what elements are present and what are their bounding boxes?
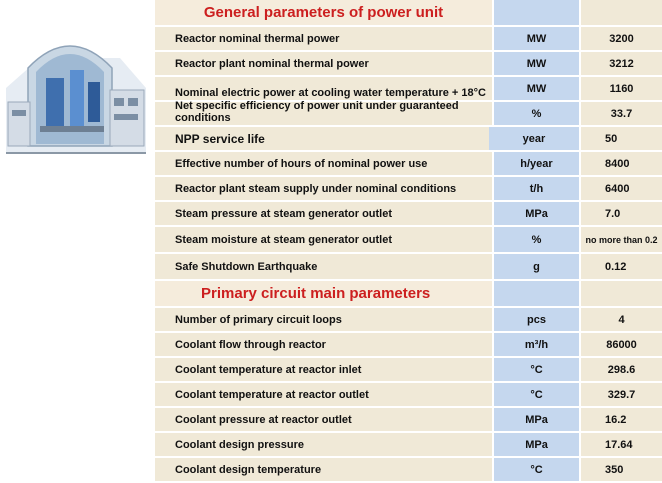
table-row: Coolant design temperature °C 350 <box>155 458 662 481</box>
table-row: Reactor plant steam supply under nominal conditions t/h 6400 <box>155 177 662 200</box>
table-row: Coolant temperature at reactor inlet °C 298.6 <box>155 358 662 381</box>
table-row: Reactor plant nominal thermal power MW 3212 <box>155 52 662 75</box>
section-title: General parameters of power unit <box>155 0 492 25</box>
table-row: Reactor nominal thermal power MW 3200 <box>155 27 662 50</box>
table-row: NPP service life year 50 <box>155 127 662 150</box>
table-row: Safe Shutdown Earthquake g 0.12 <box>155 254 662 279</box>
table-row: Coolant pressure at reactor outlet MPa 16.2 <box>155 408 662 431</box>
table-row: Coolant temperature at reactor outlet °C 329.7 <box>155 383 662 406</box>
table-row: Nominal electric power at cooling water temperature + 18°C MW 1160 <box>155 77 662 100</box>
section-header-primary <box>155 281 662 306</box>
table-row: Steam moisture at steam generator outlet % no more than 0.2 <box>155 227 662 252</box>
table-row: Steam pressure at steam generator outlet MPa 7.0 <box>155 202 662 225</box>
reactor-building-illustration <box>0 18 148 158</box>
section-title: Primary circuit main parameters <box>155 281 492 306</box>
table-row: Coolant flow through reactor m³/h 86000 <box>155 333 662 356</box>
table-row: Number of primary circuit loops pcs 4 <box>155 308 662 331</box>
table-row: Net specific efficiency of power unit under guaranteed conditions % 33.7 <box>155 102 662 125</box>
section-header-general <box>155 0 662 25</box>
table-row: Effective number of hours of nominal power use h/year 8400 <box>155 152 662 175</box>
table-row: Coolant design pressure MPa 17.64 <box>155 433 662 456</box>
